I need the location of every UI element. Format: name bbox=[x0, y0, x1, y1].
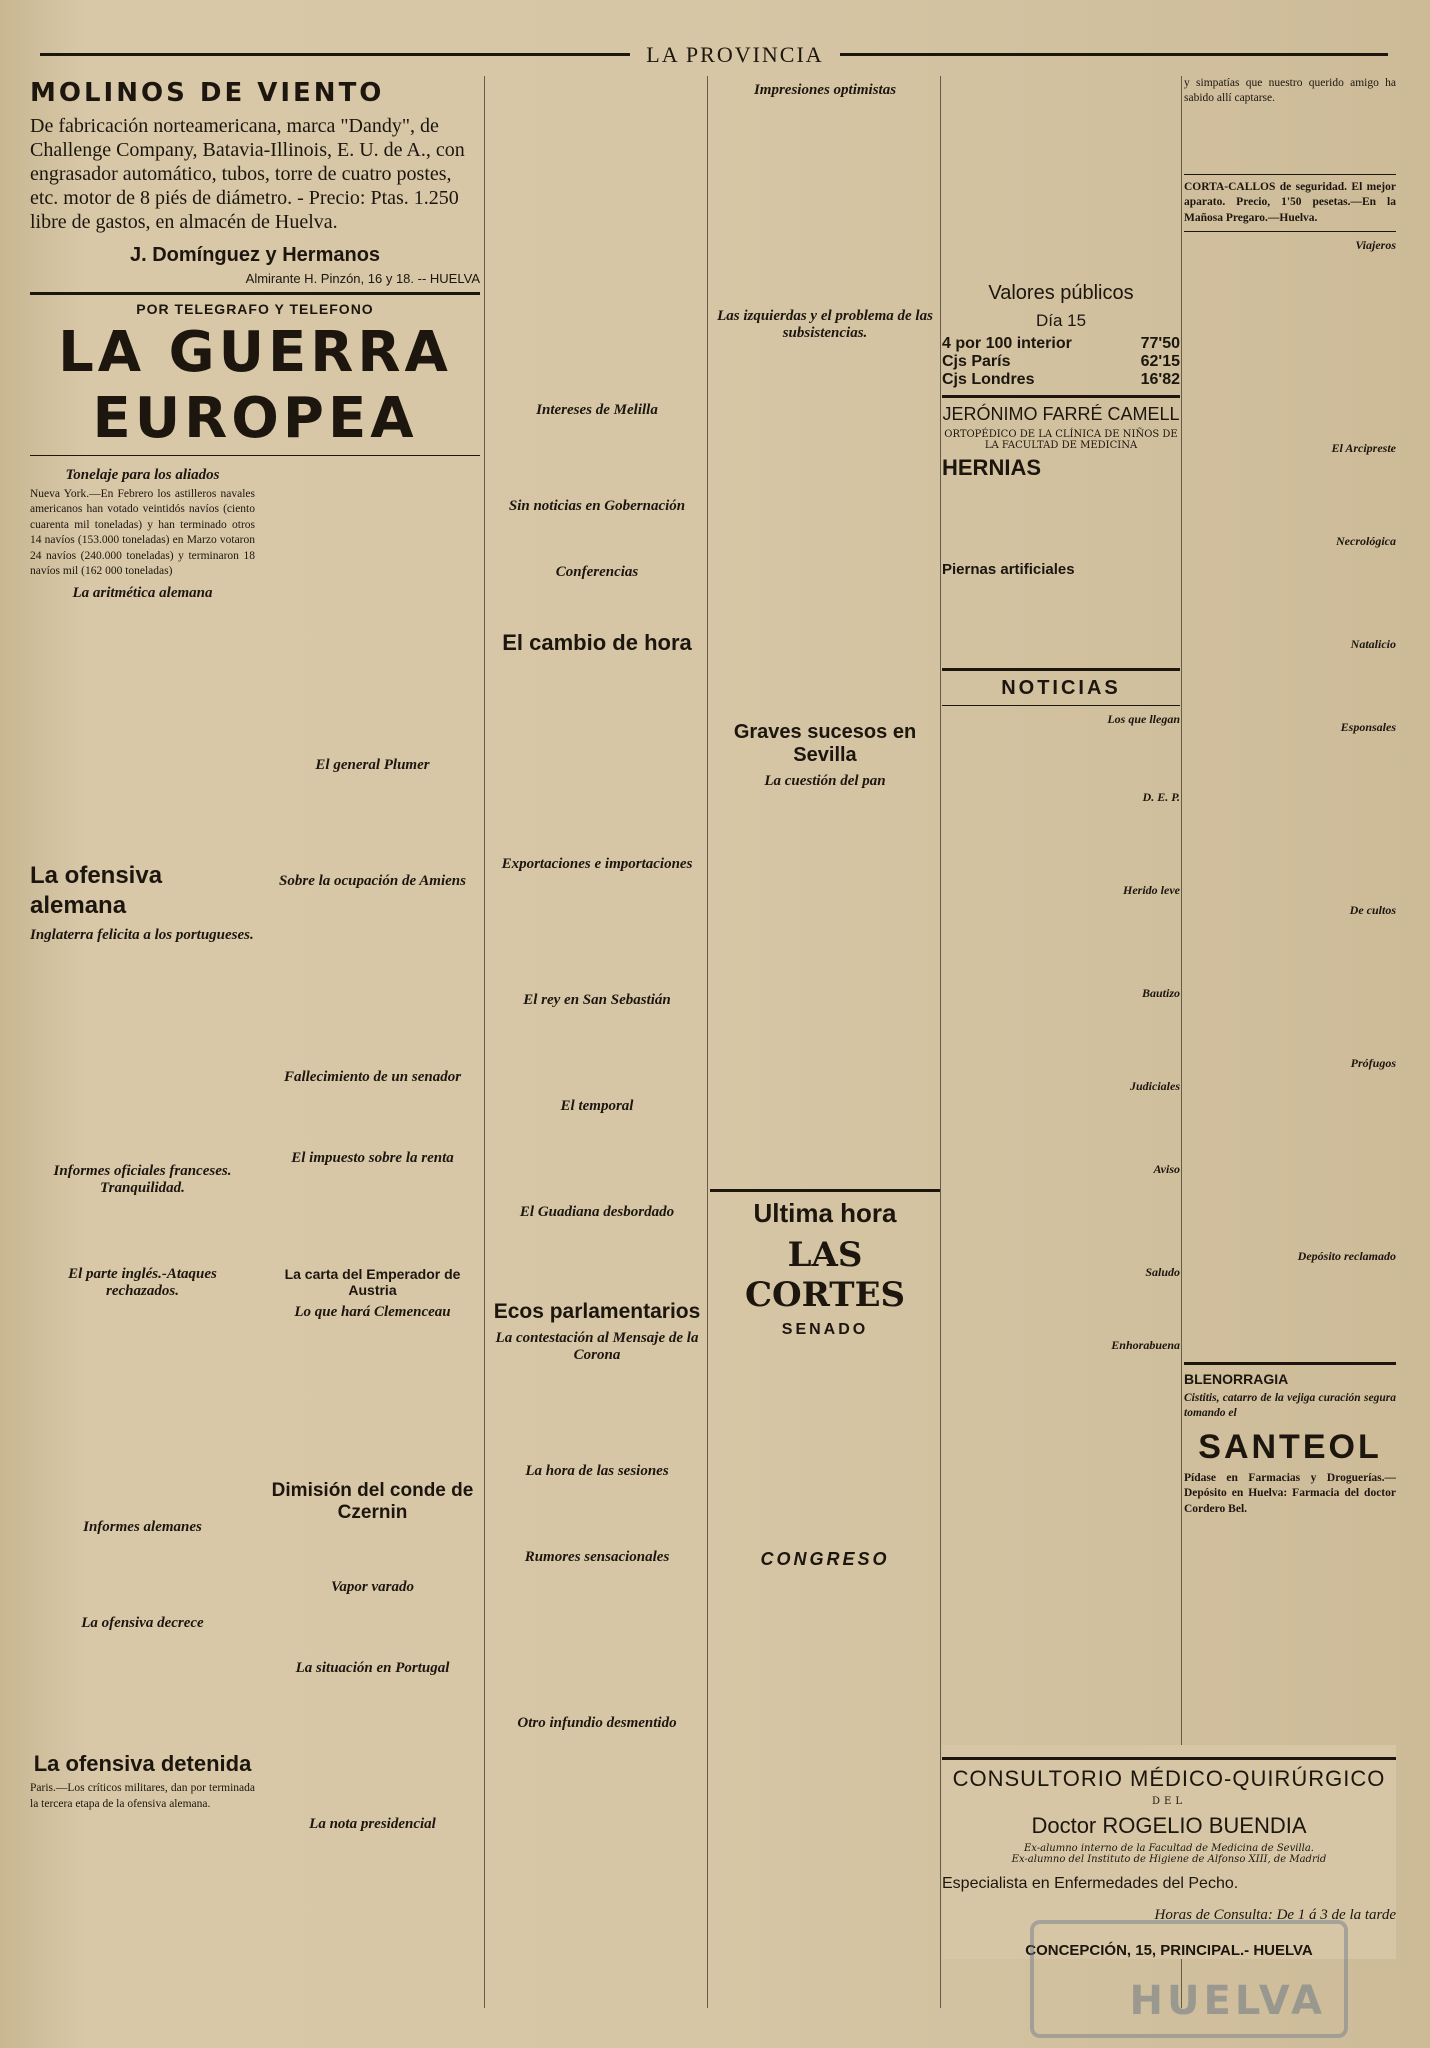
consultorio-direccion: CONCEPCIÓN, 15, PRINCIPAL.- HUELVA bbox=[1025, 1942, 1313, 1959]
heading-ofensiva-decrece: La ofensiva decrece bbox=[81, 1615, 204, 1632]
heading-ofensiva-detenida: La ofensiva detenida bbox=[33, 1751, 252, 1777]
text-block bbox=[710, 345, 940, 715]
valores-value: 77'50 bbox=[1140, 335, 1180, 352]
valores-table bbox=[942, 335, 1180, 389]
text-block bbox=[488, 1012, 706, 1092]
watermark-text: HUELVA bbox=[1129, 1978, 1326, 2024]
text-block bbox=[30, 1539, 255, 1609]
war-subcol-b bbox=[265, 461, 480, 1836]
text-block bbox=[710, 1574, 940, 1994]
ad-firm: J. Domínguez y Hermanos bbox=[129, 244, 381, 266]
heading-viajeros: Viajeros bbox=[1355, 238, 1396, 253]
text-tonelaje: Nueva York.—En Febrero los astilleros navales americanos han votado veintidós navíos (ciento cuarenta mil toneladas) y han terminado otros 14 navíos (153.000 toneladas) en Marzo votaron 24 navíos (240.000 toneladas) y terminaron 18 navíos mil (162 000 toneladas) bbox=[30, 488, 255, 578]
heading-gobernacion: Sin noticias en Gobernación bbox=[508, 498, 686, 514]
corta-callos-ad: CORTA-CALLOS de seguridad. El mejor aparato. Precio, 1'50 pesetas.—En la Mañosa Pregaro.—Huelva. bbox=[1184, 180, 1396, 224]
valores-title: Valores públicos bbox=[988, 282, 1134, 304]
blenorragia-title: BLENORRAGIA bbox=[1184, 1371, 1289, 1388]
doctor-sub: ORTOPÉDICO DE LA CLÍNICA DE NIÑOS DE LA FACULTAD DE MEDICINA bbox=[944, 429, 1178, 451]
heading-portugal: La situación en Portugal bbox=[295, 1660, 450, 1676]
heading-herido: Herido leve bbox=[1123, 883, 1180, 897]
text-block bbox=[265, 1324, 480, 1474]
heading-arcipreste: El Arcipreste bbox=[1331, 441, 1396, 456]
heading-pan: La cuestión del pan bbox=[764, 773, 886, 789]
text-block bbox=[30, 1635, 255, 1745]
text-block bbox=[1184, 920, 1396, 1050]
ad-molinos-title: MOLINOS DE VIENTO bbox=[30, 78, 385, 108]
heading-sevilla: Graves sucesos en Sevilla bbox=[733, 721, 917, 766]
heading-enhorabuena: Enhorabuena bbox=[1111, 1338, 1180, 1352]
text-block bbox=[30, 1200, 255, 1260]
heading-guadiana: El Guadiana desbordado bbox=[519, 1204, 675, 1220]
column-rule bbox=[940, 76, 941, 2008]
text-block bbox=[488, 1483, 706, 1543]
text-block bbox=[942, 900, 1180, 980]
text-block bbox=[942, 1355, 1180, 1415]
valores-label: 4 por 100 interior bbox=[942, 335, 1072, 352]
heading-czernin: Dimisión del conde de Czernin bbox=[271, 1480, 474, 1523]
text-block bbox=[488, 1569, 706, 1709]
column-rule bbox=[1181, 76, 1182, 2008]
text-block bbox=[265, 461, 480, 751]
heading-judiciales: Judiciales bbox=[1130, 1079, 1180, 1093]
heading-cultos: De cultos bbox=[1349, 903, 1396, 918]
consultorio-doctor: Doctor ROGELIO BUENDIA bbox=[1031, 1813, 1307, 1838]
heading-informes-alemanes: Informes alemanes bbox=[83, 1519, 202, 1536]
consultorio-sub1: Ex-alumno interno de la Facultad de Medicina de Sevilla. bbox=[1023, 1843, 1314, 1854]
santeol-brand: SANTEOL bbox=[1198, 1427, 1382, 1466]
heading-inglaterra: Inglaterra felicita a los portugueses. bbox=[30, 927, 254, 944]
text-block bbox=[942, 729, 1180, 784]
heading-nota: La nota presidencial bbox=[309, 1816, 436, 1832]
heading-carta: La carta del Emperador de Austria bbox=[284, 1266, 461, 1298]
text-block bbox=[265, 1170, 480, 1260]
text-ofensiva-detenida: Paris.—Los críticos militares, dan por terminada la tercera etapa de la ofensiva alemana. bbox=[30, 1782, 255, 1810]
divider bbox=[942, 705, 1180, 706]
text-block bbox=[942, 1179, 1180, 1259]
text-block bbox=[942, 582, 1180, 662]
text-block bbox=[265, 893, 480, 1063]
text-block bbox=[30, 1303, 255, 1513]
text-block bbox=[1184, 737, 1396, 897]
masthead-rule-left bbox=[40, 53, 630, 56]
consultorio-title: CONSULTORIO MÉDICO-QUIRÚRGICO bbox=[952, 1766, 1386, 1791]
headline-war-1: LA GUERRA bbox=[58, 320, 452, 385]
war-columns bbox=[30, 461, 480, 1836]
heading-plumer: El general Plumer bbox=[315, 757, 430, 773]
text-block bbox=[1184, 1073, 1396, 1243]
heading-dep: D. E. P. bbox=[1142, 790, 1180, 804]
text-block bbox=[30, 947, 255, 1157]
text-block bbox=[488, 518, 706, 558]
heading-profugos: Prófugos bbox=[1350, 1056, 1396, 1071]
masthead bbox=[40, 42, 1388, 68]
divider bbox=[1184, 231, 1396, 232]
divider bbox=[942, 1757, 1396, 1760]
consultorio-del: DEL bbox=[1152, 1796, 1186, 1807]
divider bbox=[710, 1189, 940, 1192]
divider bbox=[30, 455, 480, 456]
valores-label: Cjs París bbox=[942, 353, 1011, 370]
column-1 bbox=[30, 76, 480, 2008]
section-telegraph: POR TELEGRAFO Y TELEFONO bbox=[136, 301, 374, 317]
text-block bbox=[942, 1282, 1180, 1332]
text-block bbox=[265, 1680, 480, 1810]
text-block bbox=[488, 1367, 706, 1457]
heading-infundio: Otro infundio desmentido bbox=[517, 1715, 677, 1731]
divider bbox=[30, 292, 480, 295]
valores-row bbox=[942, 353, 1180, 371]
valores-value: 62'15 bbox=[1140, 353, 1180, 370]
text-block bbox=[1184, 654, 1396, 714]
text-block bbox=[710, 793, 940, 1183]
text-block bbox=[1184, 255, 1396, 435]
heading-clemenceau: Lo que hará Clemenceau bbox=[294, 1304, 451, 1320]
valores-row bbox=[942, 335, 1180, 353]
heading-melilla: Intereses de Melilla bbox=[536, 402, 658, 418]
text-block bbox=[265, 1599, 480, 1654]
text-block bbox=[710, 102, 940, 302]
heading-bautizo: Bautizo bbox=[1141, 986, 1180, 1000]
heading-cortes: LAS CORTES bbox=[744, 1235, 906, 1315]
text-block bbox=[1184, 109, 1396, 169]
heading-vapor: Vapor varado bbox=[331, 1579, 414, 1595]
piernas-heading: Piernas artificiales bbox=[942, 561, 1075, 578]
heading-natalicio: Natalicio bbox=[1350, 637, 1396, 652]
heading-izquierdas: Las izquierdas y el problema de las subsistencias. bbox=[717, 308, 933, 341]
santeol-footer: Pídase en Farmacias y Droguerías.—Depósito en Huelva: Farmacia del doctor Cordero Bel. bbox=[1184, 1471, 1396, 1515]
heading-senador: Fallecimiento de un senador bbox=[283, 1069, 462, 1085]
doctor-name: JERÓNIMO FARRÉ CAMELL bbox=[942, 404, 1180, 424]
heading-llegan: Los que llegan bbox=[1107, 712, 1180, 726]
divider bbox=[942, 668, 1180, 671]
heading-esponsales: Esponsales bbox=[1340, 720, 1396, 735]
text-block bbox=[488, 76, 706, 396]
text-block bbox=[942, 1003, 1180, 1073]
divider bbox=[1184, 174, 1396, 175]
heading-congreso: CONGRESO bbox=[760, 1549, 890, 1569]
consultorio-sub2: Ex-alumno del Instituto de Higiene de Alfonso XIII, de Madrid bbox=[1011, 1854, 1327, 1865]
column-rule bbox=[484, 76, 485, 2008]
heading-conferencias: Conferencias bbox=[555, 564, 639, 580]
valores-label: Cjs Londres bbox=[942, 371, 1035, 388]
column-rule bbox=[707, 76, 708, 2008]
text-block bbox=[1184, 458, 1396, 528]
valores-row bbox=[942, 371, 1180, 389]
heading-rey: El rey en San Sebastián bbox=[523, 992, 671, 1008]
war-subcol-a bbox=[30, 461, 255, 1836]
consultorio-especialista: Especialista en Enfermedades del Pecho. bbox=[942, 1875, 1239, 1892]
column-2 bbox=[488, 76, 706, 2008]
text-block bbox=[488, 584, 706, 624]
text-block bbox=[488, 1224, 706, 1294]
heading-ofensiva: La ofensiva alemana bbox=[30, 862, 163, 920]
heading-amiens: Sobre la ocupación de Amiens bbox=[279, 873, 466, 889]
heading-impresiones: Impresiones optimistas bbox=[753, 82, 897, 98]
heading-renta: El impuesto sobre la renta bbox=[291, 1150, 454, 1166]
valores-day: Día 15 bbox=[1035, 311, 1087, 330]
heading-tonelaje: Tonelaje para los aliados bbox=[65, 467, 220, 483]
heading-hora: El cambio de hora bbox=[502, 630, 692, 655]
text-block bbox=[942, 76, 1180, 276]
text-block bbox=[265, 1089, 480, 1144]
headline-war-2: EUROPEA bbox=[92, 386, 418, 451]
masthead-title: LA PROVINCIA bbox=[646, 42, 824, 67]
heading-necrologica: Necrológica bbox=[1336, 534, 1396, 549]
heading-senado: SENADO bbox=[781, 1321, 869, 1338]
text-molinos-end: y simpatías que nuestro querido amigo ha sabido allí captarse. bbox=[1184, 77, 1396, 105]
heading-exportaciones: Exportaciones e importaciones bbox=[501, 856, 693, 872]
text-block bbox=[942, 485, 1180, 555]
heading-ecos: Ecos parlamentarios bbox=[493, 1300, 701, 1323]
text-block bbox=[488, 660, 706, 850]
text-block bbox=[265, 777, 480, 867]
valores-value: 16'82 bbox=[1140, 371, 1180, 388]
divider bbox=[1184, 1362, 1396, 1365]
heading-deposito: Depósito reclamado bbox=[1297, 1249, 1396, 1264]
heading-parte-ingles: El parte inglés.-Ataques rechazados. bbox=[68, 1266, 217, 1300]
column-5 bbox=[1184, 76, 1396, 2008]
heading-informes-franceses: Informes oficiales franceses. Tranquilidad. bbox=[53, 1163, 232, 1197]
noticias-heading: NOTICIAS bbox=[1001, 677, 1121, 699]
text-block bbox=[1184, 551, 1396, 631]
heading-aritmetica: La aritmética alemana bbox=[72, 585, 213, 602]
text-block bbox=[265, 1528, 480, 1573]
ad-address: Almirante H. Pinzón, 16 y 18. -- HUELVA bbox=[245, 271, 480, 286]
text-block bbox=[942, 1096, 1180, 1156]
divider bbox=[942, 395, 1180, 398]
heading-contestacion: La contestación al Mensaje de la Corona bbox=[495, 1330, 699, 1363]
text-block bbox=[710, 1343, 940, 1543]
heading-rumores: Rumores sensacionales bbox=[524, 1549, 670, 1565]
text-block bbox=[488, 1118, 706, 1198]
heading-temporal: El temporal bbox=[560, 1098, 634, 1114]
blenorragia-sub: Cistitis, catarro de la vejiga curación segura tomando el bbox=[1184, 1392, 1396, 1420]
text-block bbox=[942, 807, 1180, 877]
text-block bbox=[30, 605, 255, 855]
text-block bbox=[1184, 1266, 1396, 1356]
heading-saludo: Saludo bbox=[1145, 1265, 1180, 1279]
text-block bbox=[488, 876, 706, 986]
ad-molinos-text: De fabricación norteamericana, marca "Dandy", de Challenge Company, Batavia-Illinois, E. U. de A., con engrasador automático, tubos, torre de cuatro postes, etc. motor de 8 piés de diámetro. - Precio: Ptas. 1.250 libre de gastos, en almacén de Huelva. bbox=[30, 115, 465, 233]
library-watermark bbox=[1030, 1920, 1348, 2038]
column-3 bbox=[710, 76, 940, 2008]
heading-sesiones: La hora de las sesiones bbox=[525, 1463, 669, 1479]
heading-ultima-hora: Ultima hora bbox=[753, 1198, 897, 1228]
text-block bbox=[488, 422, 706, 492]
text-block bbox=[488, 1735, 706, 1895]
column-4 bbox=[942, 76, 1180, 2008]
masthead-rule-right bbox=[840, 53, 1388, 56]
hernias-heading: HERNIAS bbox=[942, 455, 1042, 480]
heading-aviso: Aviso bbox=[1153, 1162, 1180, 1176]
consultorio-horas: Horas de Consulta: De 1 á 3 de la tarde bbox=[1154, 1907, 1396, 1923]
